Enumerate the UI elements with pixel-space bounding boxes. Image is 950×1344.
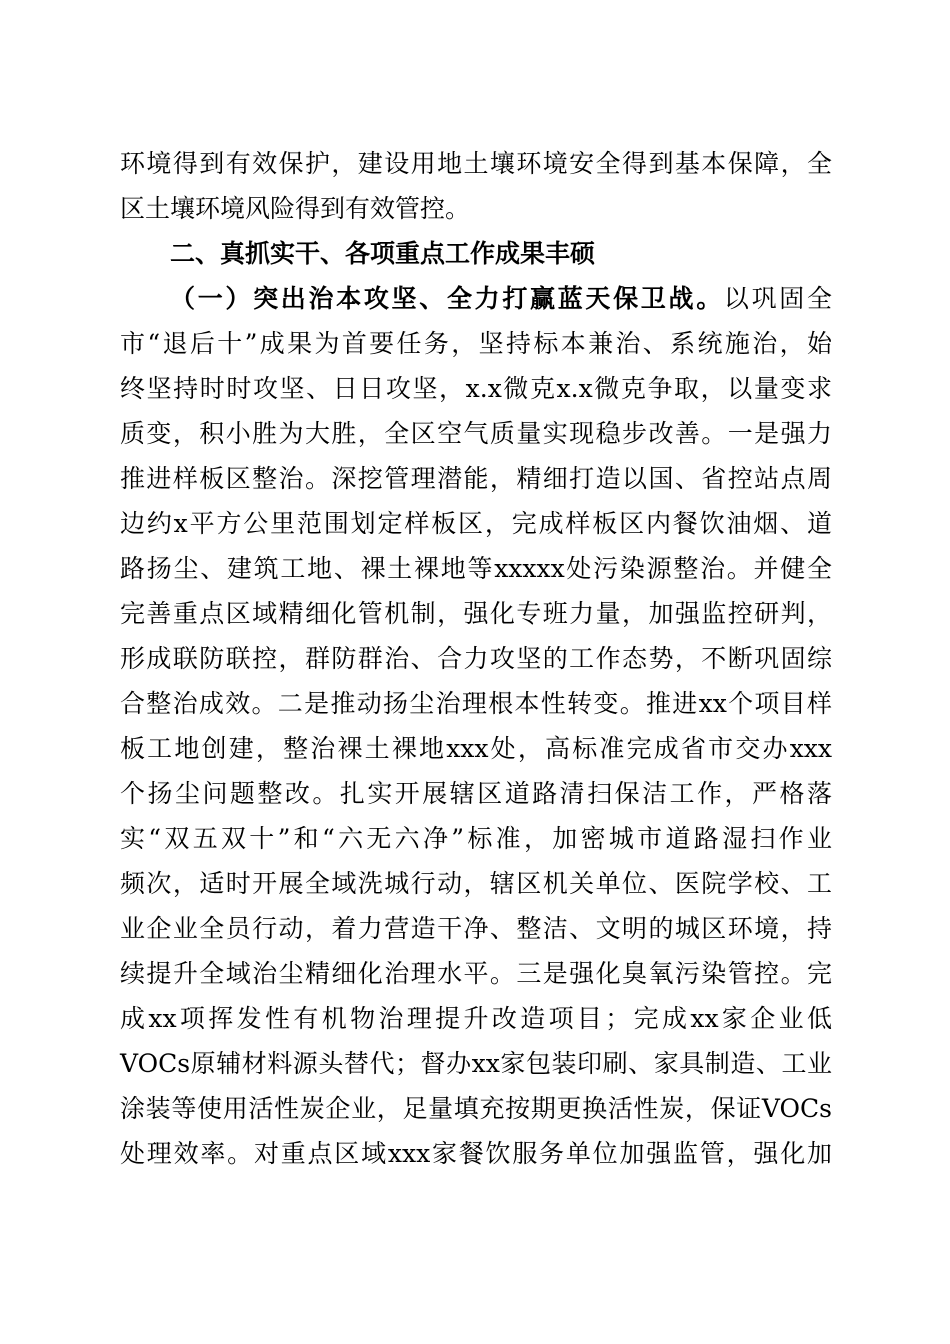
body-line: 合整治成效。二是推动扬尘治理根本性转变。推进xx个项目样 [120, 689, 832, 718]
body-line: 频次，适时开展全域洗城行动，辖区机关单位、医院学校、工 [120, 869, 832, 898]
body-line: 业企业全员行动，着力营造干净、整洁、文明的城区环境，持 [120, 914, 832, 943]
body-line: 推进样板区整治。深挖管理潜能，精细打造以国、省控站点周 [120, 464, 832, 493]
body-line: 路扬尘、建筑工地、裸土裸地等xxxxx处污染源整治。并健全 [120, 554, 832, 583]
body-line: VOCs原辅材料源头替代；督办xx家包装印刷、家具制造、工业 [120, 1049, 832, 1078]
body-line: 处理效率。对重点区域xxx家餐饮服务单位加强监管，强化加 [120, 1139, 832, 1168]
body-line: 续提升全域治尘精细化治理水平。三是强化臭氧污染管控。完 [120, 959, 832, 988]
body-line: 完善重点区域精细化管机制，强化专班力量，加强监控研判， [120, 599, 832, 628]
body-line: 成xx项挥发性有机物治理提升改造项目；完成xx家企业低 [120, 1004, 832, 1033]
subsection-first-line-rest: 以巩固全 [723, 284, 832, 313]
intro-line-2: 区土壤环境风险得到有效管控。 [120, 194, 471, 223]
body-line: 板工地创建，整治裸土裸地xxx处，高标准完成省市交办xxx [120, 734, 832, 763]
subsection-title: （一）突出治本攻坚、全力打赢蓝天保卫战。 [170, 284, 724, 313]
subsection-first-line [170, 279, 832, 319]
body-line: 质变，积小胜为大胜，全区空气质量实现稳步改善。一是强力 [120, 419, 832, 448]
body-line: 市“退后十”成果为首要任务，坚持标本兼治、系统施治，始 [120, 329, 832, 358]
body-line: 涂装等使用活性炭企业，足量填充按期更换活性炭，保证VOCs [120, 1094, 832, 1123]
section-heading: 二、真抓实干、各项重点工作成果丰硕 [170, 239, 596, 268]
body-line: 实“双五双十”和“六无六净”标准，加密城市道路湿扫作业 [120, 824, 832, 853]
body-line: 个扬尘问题整改。扎实开展辖区道路清扫保洁工作，严格落 [120, 779, 832, 808]
body-line: 边约x平方公里范围划定样板区，完成样板区内餐饮油烟、道 [120, 509, 832, 538]
body-line: 终坚持时时攻坚、日日攻坚，x.x微克x.x微克争取，以量变求 [120, 374, 832, 403]
intro-line-1: 环境得到有效保护，建设用地土壤环境安全得到基本保障，全 [120, 149, 832, 178]
body-line: 形成联防联控，群防群治、合力攻坚的工作态势，不断巩固综 [120, 644, 832, 673]
